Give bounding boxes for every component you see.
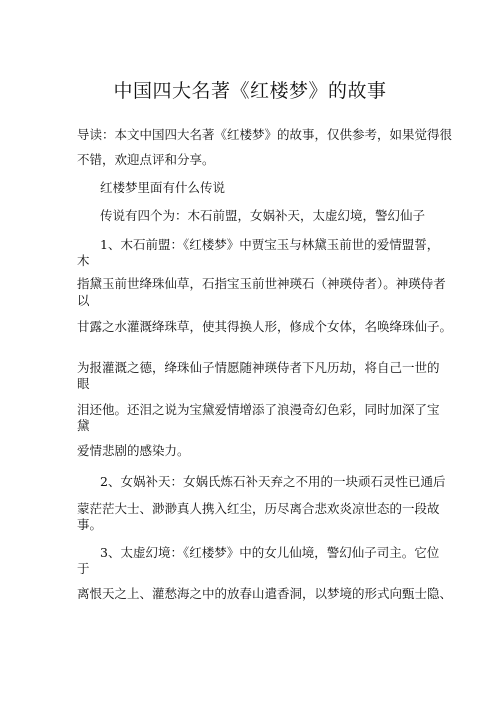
text-line: 蒙茫茫大士、渺渺真人携入红尘，历尽离合悲欢炎凉世态的一段故: [77, 501, 440, 516]
text-line: 眼: [77, 376, 90, 391]
text-line: 红楼梦里面有什么传说: [100, 180, 226, 195]
text-line: 离恨天之上、灌愁海之中的放春山遣香洞，以梦境的形式向甄士隐、: [77, 586, 453, 601]
text-line: 以: [77, 293, 90, 308]
text-line: 于: [77, 561, 90, 576]
text-line: 黛: [77, 418, 90, 433]
document-title: 中国四大名著《红楼梦》的故事: [113, 80, 387, 102]
text-line: 指黛玉前世绛珠仙草，石指宝玉前世神瑛石（神瑛侍者）。神瑛侍者: [77, 276, 446, 291]
text-line: 不错，欢迎点评和分享。: [77, 152, 215, 167]
text-line: 2、女娲补天：女娲氏炼石补天弃之不用的一块顽石灵性已通后: [100, 474, 446, 489]
text-line: 1、木石前盟：《红楼梦》中贾宝玉与林黛玉前世的爱情盟誓，: [100, 237, 440, 252]
text-line: 导读：本文中国四大名著《红楼梦》的故事，仅供参考，如果觉得很: [77, 127, 453, 142]
text-line: 事。: [77, 517, 103, 532]
text-line: 传说有四个为：木石前盟，女娲补天，太虚幻境，警幻仙子: [100, 208, 426, 223]
text-line: 泪还他。还泪之说为宝黛爱情增添了浪漫奇幻色彩，同时加深了宝: [77, 402, 440, 417]
text-line: 为报灌溉之德，绛珠仙子情愿随神瑛侍者下凡历劫，将自己一世的: [77, 360, 440, 375]
text-line: 3、太虚幻境：《红楼梦》中的女儿仙境，警幻仙子司主。它位: [100, 545, 440, 560]
text-line: 木: [77, 253, 90, 268]
text-line: 爱情悲剧的感染力。: [77, 443, 190, 458]
text-line: 甘露之水灌溉绛珠草，使其得换人形，修成个女体，名唤绛珠仙子。: [77, 319, 453, 334]
